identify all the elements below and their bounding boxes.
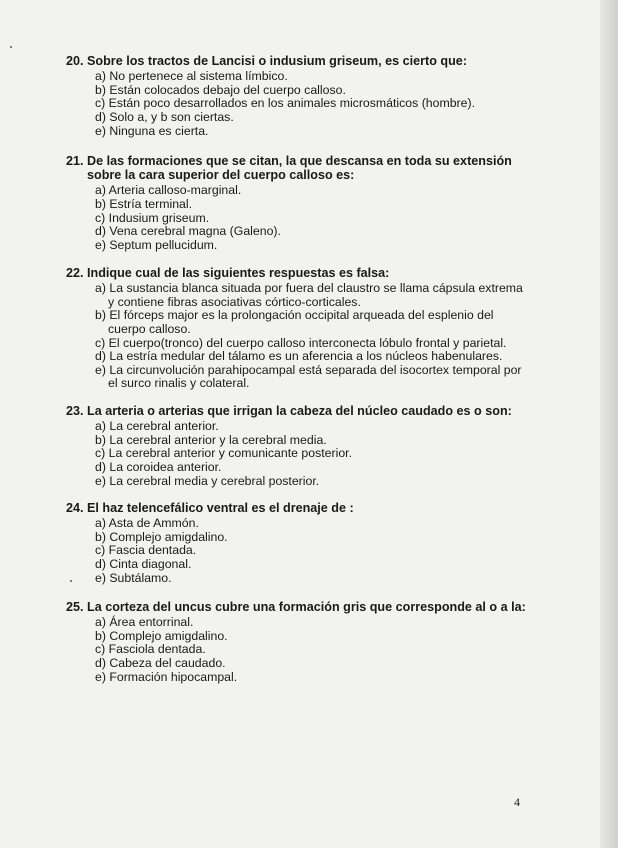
- option-text: c) Fasciola dentada.: [95, 642, 206, 657]
- option-text-continued: cuerpo calloso.: [108, 321, 191, 336]
- option-c: [95, 643, 546, 657]
- question-title-line: 24. El haz telencefálico ventral es el drenaje de :: [66, 501, 354, 515]
- option-text: e) La circunvolución parahipocampal está separada del isocortex temporal por: [95, 362, 522, 377]
- question-25: [66, 600, 546, 684]
- option-e: [95, 572, 546, 586]
- question-title-line: 20. Sobre los tractos de Lancisi o indusium griseum, es cierto que:: [66, 54, 468, 68]
- question-title: [66, 501, 546, 515]
- options-list: [95, 420, 546, 488]
- options-list: [95, 184, 546, 252]
- option-c: [95, 447, 546, 461]
- question-title-line: 25. La corteza del uncus cubre una formación gris que corresponde al o a la:: [66, 600, 526, 614]
- option-c: [95, 544, 546, 558]
- option-text: b) Complejo amigdalino.: [95, 529, 228, 544]
- page-number: 4: [514, 795, 520, 809]
- option-d: [95, 111, 546, 125]
- option-b: [95, 198, 546, 212]
- option-a: [95, 517, 546, 531]
- option-text: c) Indusium griseum.: [95, 210, 210, 225]
- option-text-continued: el surco rinalis y colateral.: [108, 376, 250, 391]
- option-d: [95, 350, 546, 364]
- question-title: [66, 266, 546, 280]
- option-a: [95, 616, 546, 630]
- question-21: [66, 154, 546, 252]
- option-e: [95, 475, 546, 489]
- option-b: [95, 309, 546, 336]
- option-a: [95, 282, 546, 309]
- option-text: e) Subtálamo.: [95, 570, 172, 585]
- option-b: [95, 531, 546, 545]
- option-a: [95, 420, 546, 434]
- option-d: [95, 558, 546, 572]
- option-b: [95, 434, 546, 448]
- option-text: d) Vena cerebral magna (Galeno).: [95, 224, 281, 239]
- question-22: [66, 266, 546, 391]
- option-text-continued: y contiene fibras asociativas córtico-corticales.: [108, 294, 361, 309]
- option-d: [95, 225, 546, 239]
- option-e: [95, 125, 546, 139]
- option-b: [95, 630, 546, 644]
- question-title: [66, 600, 546, 614]
- option-text: d) Solo a, y b son ciertas.: [95, 109, 234, 124]
- option-e: [95, 364, 546, 391]
- option-b: [95, 84, 546, 98]
- question-title-line: sobre la cara superior del cuerpo calloso es:: [87, 168, 355, 183]
- option-e: [95, 239, 546, 253]
- question-23: [66, 404, 546, 488]
- option-text: c) El cuerpo(tronco) del cuerpo calloso interconecta lóbulo frontal y parietal.: [95, 335, 507, 350]
- option-text: c) La cerebral anterior y comunicante posterior.: [95, 446, 352, 461]
- option-text: b) Están colocados debajo del cuerpo calloso.: [95, 82, 346, 97]
- option-text: a) Arteria calloso-marginal.: [95, 183, 242, 198]
- option-text: c) Están poco desarrollados en los animales microsmáticos (hombre).: [95, 96, 475, 111]
- speck: [10, 46, 12, 48]
- options-list: [95, 517, 546, 585]
- option-text: b) Estría terminal.: [95, 197, 193, 211]
- question-20: [66, 54, 546, 138]
- option-text: e) Ninguna es cierta.: [95, 123, 209, 138]
- option-a: [95, 184, 546, 198]
- option-text: e) La cerebral media y cerebral posterior.: [95, 473, 320, 488]
- option-text: e) Septum pellucidum.: [95, 237, 218, 252]
- option-c: [95, 337, 546, 351]
- option-text: b) La cerebral anterior y la cerebral media.: [95, 432, 327, 447]
- option-text: b) El fórceps major es la prolongación occipital arqueada del esplenio del: [95, 308, 494, 323]
- question-title-line: 23. La arteria o arterias que irrigan la cabeza del núcleo caudado es o son:: [66, 404, 512, 418]
- options-list: [95, 70, 546, 138]
- option-e: [95, 671, 546, 685]
- option-c: [95, 97, 546, 111]
- option-text: d) La coroidea anterior.: [95, 459, 222, 474]
- option-text: a) La sustancia blanca situada por fuera del claustro se llama cápsula extrema: [95, 281, 523, 296]
- option-text: c) Fascia dentada.: [95, 543, 197, 558]
- option-text: e) Formación hipocampal.: [95, 669, 238, 684]
- option-text: b) Complejo amigdalino.: [95, 628, 228, 643]
- question-24: [66, 501, 546, 585]
- option-a: [95, 70, 546, 84]
- option-text: d) Cabeza del caudado.: [95, 655, 226, 670]
- option-text: a) Asta de Ammón.: [95, 516, 199, 531]
- question-title: [66, 154, 546, 182]
- option-text: d) La estría medular del tálamo es un aferencia a los núcleos habenulares.: [95, 349, 503, 364]
- options-list: [95, 616, 546, 684]
- option-c: [95, 212, 546, 226]
- option-text: a) No pertenece al sistema límbico.: [95, 69, 288, 84]
- option-d: [95, 461, 546, 475]
- question-title-line: 21. De las formaciones que se citan, la que descansa en toda su extensión: [66, 154, 512, 168]
- question-title-line: 22. Indique cual de las siguientes respuestas es falsa:: [66, 266, 390, 280]
- question-title: [66, 404, 546, 418]
- option-text: d) Cinta diagonal.: [95, 556, 192, 571]
- option-text: a) La cerebral anterior.: [95, 419, 219, 434]
- page-edge-shadow: [600, 0, 618, 848]
- question-title: [66, 54, 546, 68]
- option-d: [95, 657, 546, 671]
- options-list: [95, 282, 546, 391]
- option-text: a) Área entorrinal.: [95, 615, 194, 630]
